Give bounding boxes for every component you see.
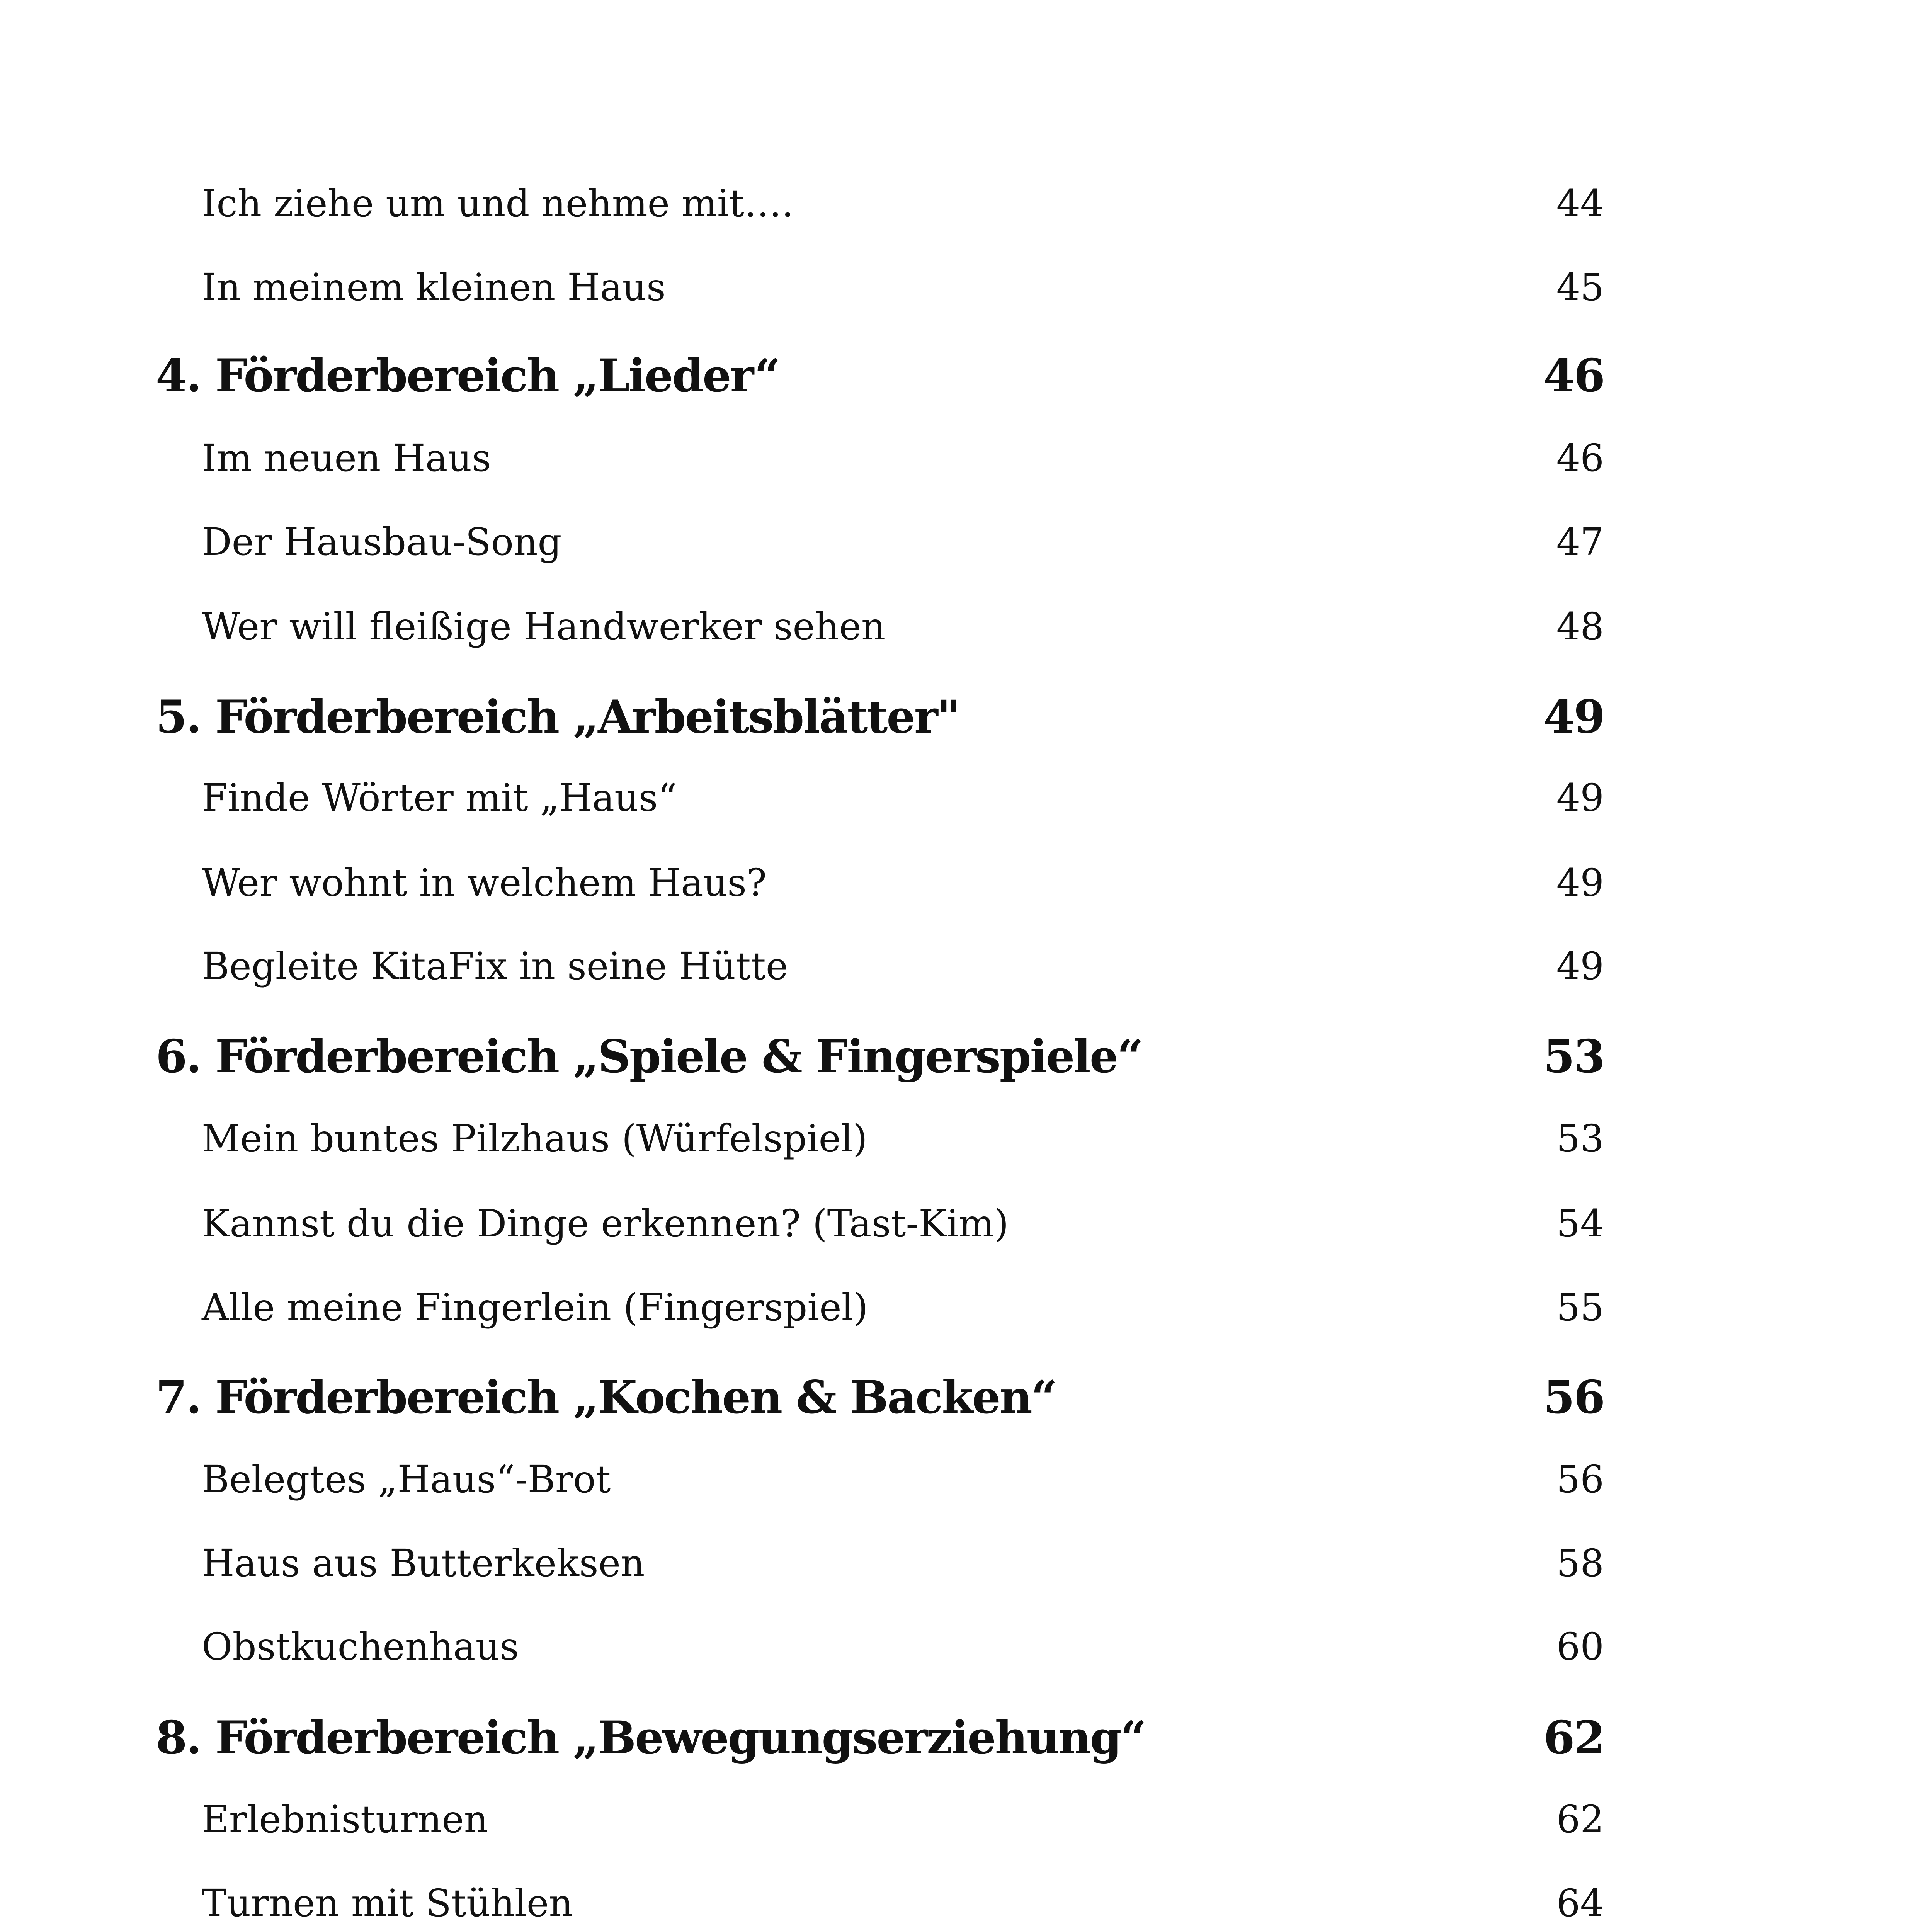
toc-entry-page: 49: [1543, 690, 1604, 743]
toc-entry-title: Mein buntes Pilzhaus (Würfelspiel): [202, 1117, 867, 1160]
toc-entry-title: Alle meine Fingerlein (Fingerspiel): [202, 1286, 868, 1329]
toc-entry[interactable]: [202, 265, 1604, 343]
toc-entry-title: Erlebnisturnen: [202, 1798, 488, 1841]
toc-entry[interactable]: [202, 1286, 1604, 1363]
toc-entry[interactable]: [202, 1881, 1604, 1932]
toc-entry-page: 49: [1556, 776, 1604, 820]
toc-entry-page: 64: [1556, 1881, 1604, 1925]
toc-entry-title: Finde Wörter mit „Haus“: [202, 776, 677, 820]
toc-entry-page: 49: [1556, 944, 1604, 988]
toc-entry-title: Im neuen Haus: [202, 436, 491, 480]
toc-entry-page: 49: [1556, 861, 1604, 905]
toc-entry-title: Wer will fleißige Handwerker sehen: [202, 605, 886, 648]
toc-entry-title: Haus aus Butterkeksen: [202, 1541, 645, 1585]
toc-entry[interactable]: [202, 1202, 1604, 1279]
toc-entry-page: 46: [1543, 349, 1604, 402]
toc-entry-title: Kannst du die Dinge erkennen? (Tast-Kim): [202, 1202, 1009, 1245]
toc-entry-page: 58: [1556, 1541, 1604, 1585]
toc-entry-page: 53: [1543, 1030, 1604, 1083]
toc-section-heading[interactable]: [156, 1030, 1604, 1107]
toc-entry-page: 54: [1556, 1202, 1604, 1245]
toc-entry-title: 8. Förderbereich „Bewegungserziehung“: [156, 1711, 1146, 1764]
toc-entry-page: 56: [1556, 1458, 1604, 1501]
toc-entry-page: 62: [1543, 1711, 1604, 1764]
toc-entry-page: 62: [1556, 1798, 1604, 1841]
toc-entry-title: 7. Förderbereich „Kochen & Backen“: [156, 1371, 1056, 1424]
toc-section-heading[interactable]: [156, 349, 1604, 426]
toc-section-heading[interactable]: [156, 690, 1604, 767]
toc-entry[interactable]: [202, 1625, 1604, 1702]
toc-entry-title: Ich ziehe um und nehme mit….: [202, 182, 794, 225]
toc-entry-title: Obstkuchenhaus: [202, 1625, 519, 1668]
toc-entry-title: 5. Förderbereich „Arbeitsblätter": [156, 690, 959, 743]
toc-entry[interactable]: [202, 1117, 1604, 1194]
toc-entry[interactable]: [202, 182, 1604, 259]
toc-entry[interactable]: [202, 1458, 1604, 1535]
toc-entry-title: Belegtes „Haus“-Brot: [202, 1458, 611, 1501]
toc-entry-title: 6. Förderbereich „Spiele & Fingerspiele“: [156, 1030, 1142, 1083]
toc-entry-page: 55: [1556, 1286, 1604, 1329]
toc-entry[interactable]: [202, 776, 1604, 853]
toc-entry-title: In meinem kleinen Haus: [202, 265, 666, 309]
toc-entry-page: 44: [1556, 182, 1604, 225]
toc-entry-page: 46: [1556, 436, 1604, 480]
toc-entry-page: 56: [1543, 1371, 1604, 1424]
toc-entry-page: 60: [1556, 1625, 1604, 1668]
toc-entry-page: 53: [1556, 1117, 1604, 1160]
toc-entry[interactable]: [202, 1541, 1604, 1619]
toc-entry-title: Begleite KitaFix in seine Hütte: [202, 944, 788, 988]
toc-entry-title: 4. Förderbereich „Lieder“: [156, 349, 779, 402]
toc-entry-title: Der Hausbau-Song: [202, 520, 562, 564]
toc-entry[interactable]: [202, 436, 1604, 514]
toc-entry[interactable]: [202, 861, 1604, 938]
toc-section-heading[interactable]: [156, 1711, 1604, 1788]
toc-entry[interactable]: [202, 520, 1604, 597]
toc-entry[interactable]: [202, 605, 1604, 682]
toc-entry-page: 48: [1556, 605, 1604, 648]
toc-entry[interactable]: [202, 1798, 1604, 1875]
toc-entry-page: 45: [1556, 265, 1604, 309]
toc-entry-title: Wer wohnt in welchem Haus?: [202, 861, 767, 905]
toc-entry-title: Turnen mit Stühlen: [202, 1881, 573, 1925]
toc-entry-page: 47: [1556, 520, 1604, 564]
toc-section-heading[interactable]: [156, 1371, 1604, 1448]
toc-entry[interactable]: [202, 944, 1604, 1022]
